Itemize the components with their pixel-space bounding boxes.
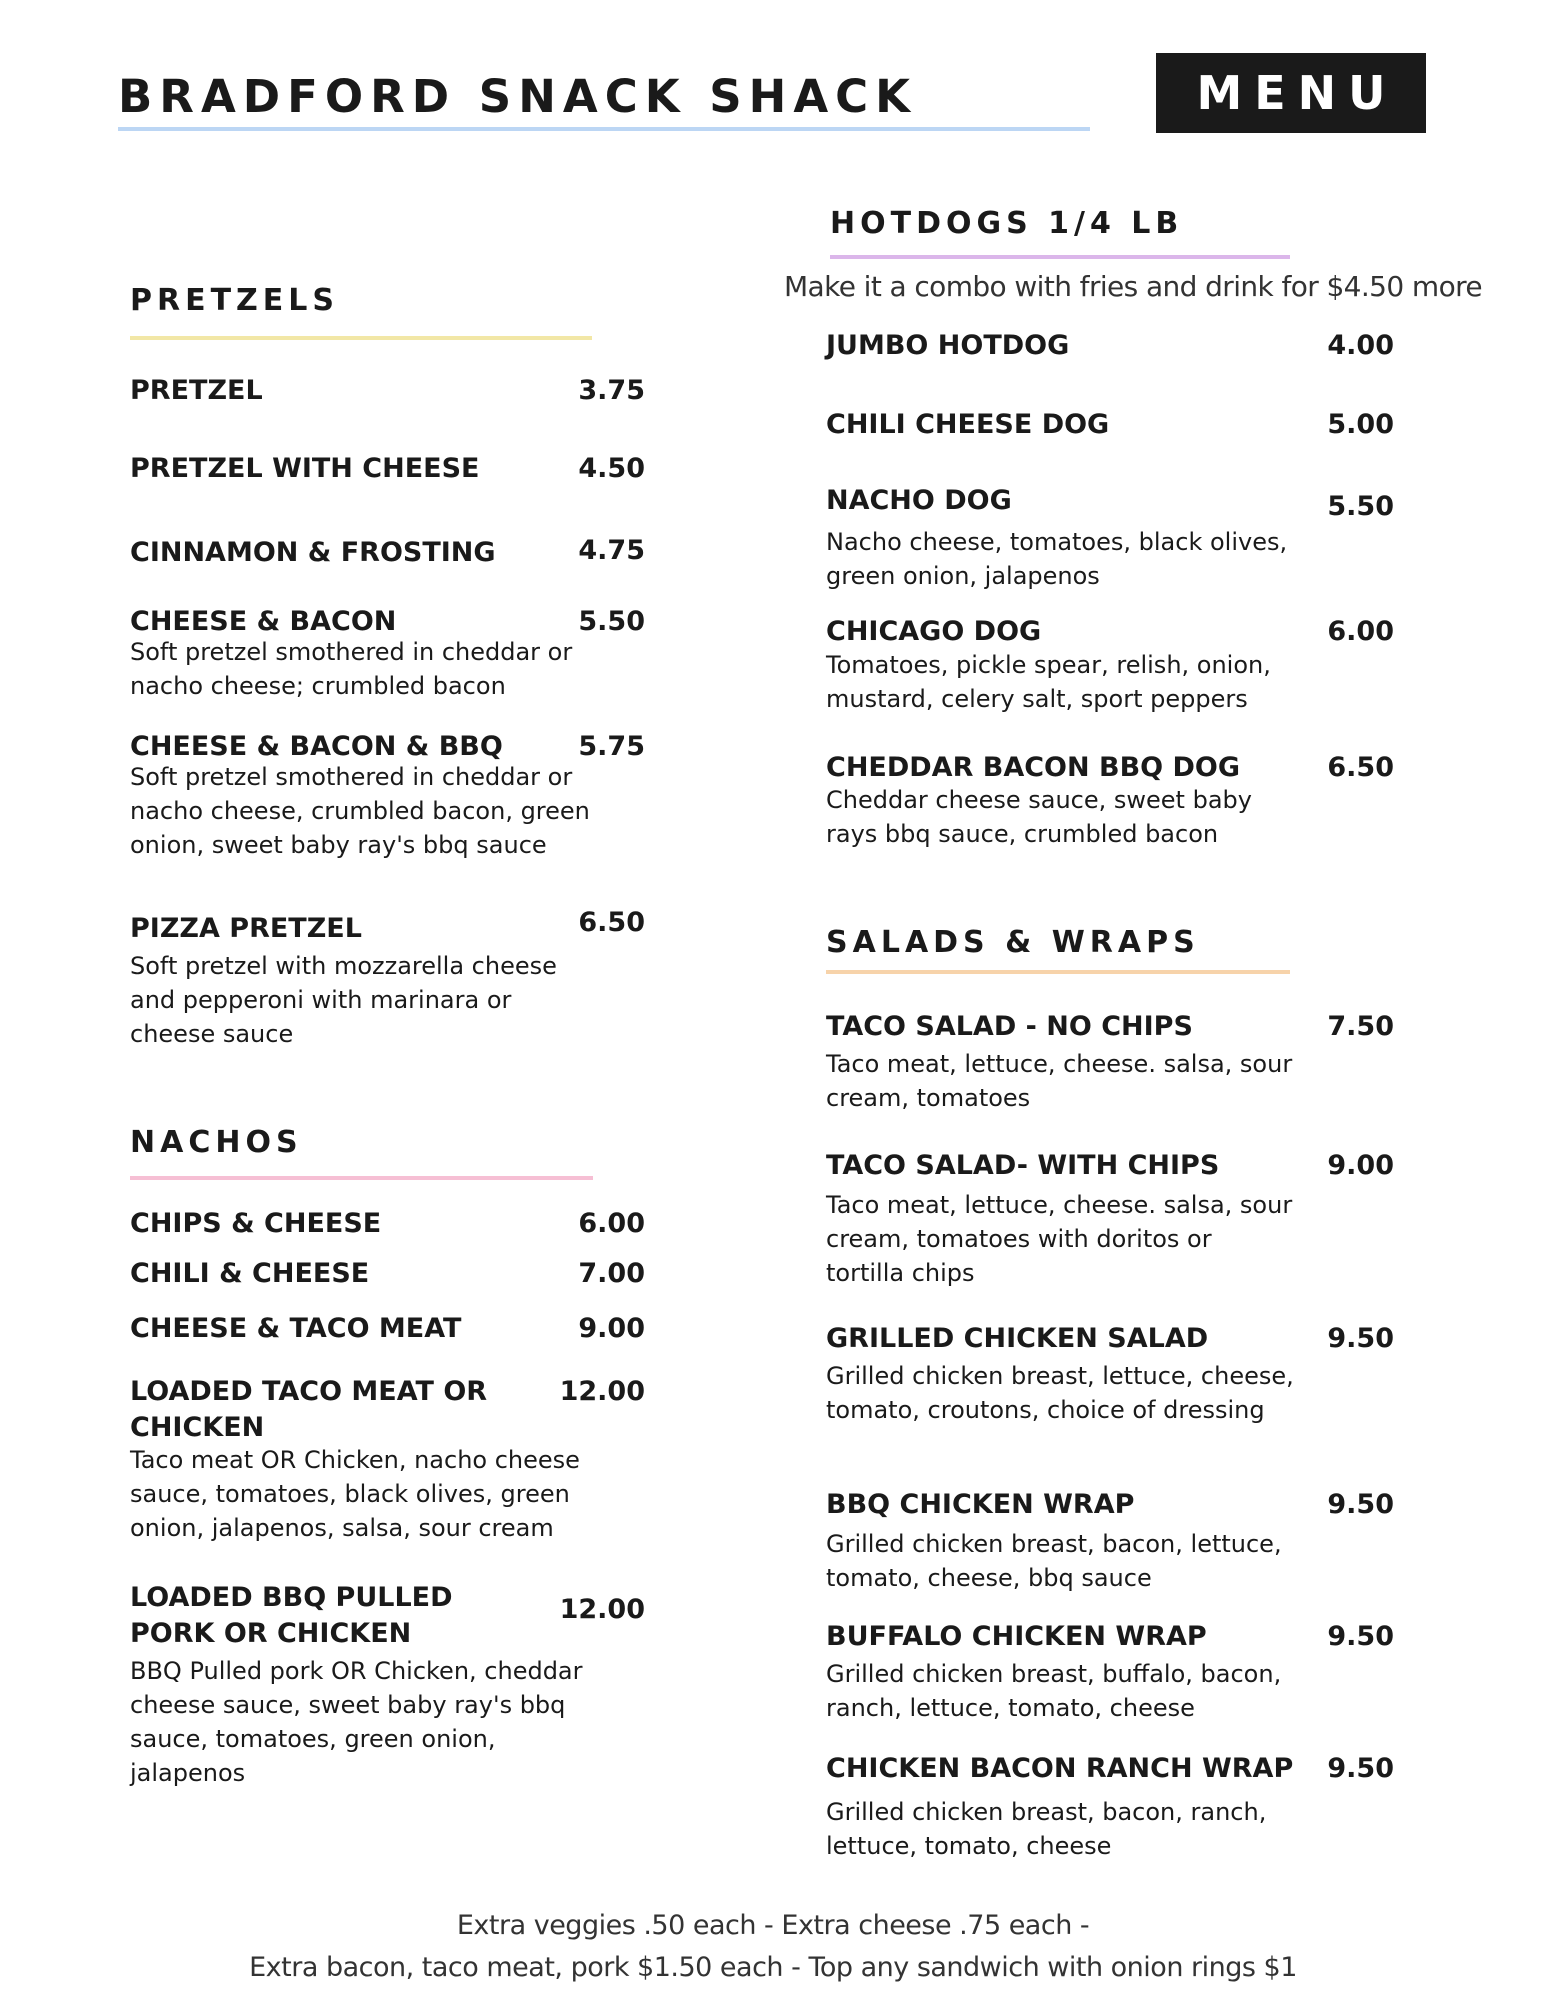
hotdogs-divider xyxy=(830,255,1290,259)
item-price: 5.00 xyxy=(1327,409,1394,440)
item-description: Nacho cheese, tomatoes, black olives, green onion, jalapenos xyxy=(826,528,1288,590)
menu-item xyxy=(826,750,1394,851)
item-description: Taco meat, lettuce, cheese. salsa, sour cream, tomatoes xyxy=(826,1050,1293,1112)
item-name: PRETZEL xyxy=(130,375,263,406)
item-price: 4.75 xyxy=(578,535,645,566)
menu-item xyxy=(826,407,1394,443)
item-name: TACO SALAD - NO CHIPS xyxy=(826,1011,1193,1042)
item-price: 4.00 xyxy=(1327,330,1394,361)
combo-note: Make it a combo with fries and drink for $4.50 more xyxy=(784,270,1483,303)
item-description: Tomatoes, pickle spear, relish, onion, mustard, celery salt, sport peppers xyxy=(826,651,1271,713)
item-name: TACO SALAD- WITH CHIPS xyxy=(826,1150,1220,1181)
page-title: BRADFORD SNACK SHACK xyxy=(118,70,918,123)
menu-item xyxy=(130,1374,645,1545)
item-name: LOADED BBQ PULLED PORK OR CHICKEN xyxy=(130,1582,453,1649)
menu-item xyxy=(826,1009,1394,1115)
item-price: 6.50 xyxy=(1327,752,1394,783)
menu-item xyxy=(130,907,645,1051)
item-description: Grilled chicken breast, buffalo, bacon, ranch, lettuce, tomato, cheese xyxy=(826,1660,1282,1722)
item-name: NACHO DOG xyxy=(826,485,1012,516)
footer-extras-line-1: Extra veggies .50 each - Extra cheese .75 each - xyxy=(456,1910,1090,1941)
salads-divider xyxy=(826,970,1290,974)
item-name: PRETZEL WITH CHEESE xyxy=(130,453,480,484)
item-price: 9.50 xyxy=(1327,1323,1394,1354)
item-name: CHEDDAR BACON BBQ DOG xyxy=(826,752,1241,783)
item-description: Taco meat, lettuce, cheese. salsa, sour cream, tomatoes with doritos or tortilla chips xyxy=(826,1191,1293,1287)
footer-extras-line-2: Extra bacon, taco meat, pork $1.50 each - Top any sandwich with onion rings $1 xyxy=(249,1952,1297,1983)
item-price: 3.75 xyxy=(578,375,645,406)
menu-item xyxy=(130,604,645,703)
item-description: Grilled chicken breast, lettuce, cheese, tomato, croutons, choice of dressing xyxy=(826,1362,1294,1424)
item-name: CHILI CHEESE DOG xyxy=(826,409,1110,440)
menu-item xyxy=(826,483,1394,593)
item-price: 12.00 xyxy=(559,1594,645,1625)
menu-item xyxy=(130,1311,645,1347)
item-price: 4.50 xyxy=(578,453,645,484)
item-name: CHICAGO DOG xyxy=(826,616,1042,647)
menu-item xyxy=(130,373,645,409)
item-price: 9.00 xyxy=(578,1313,645,1344)
item-price: 6.50 xyxy=(578,907,645,938)
item-description: Soft pretzel smothered in cheddar or nacho cheese, crumbled bacon, green onion, sweet baby ray's bbq sauce xyxy=(130,763,590,859)
item-price: 5.50 xyxy=(578,606,645,637)
item-name: GRILLED CHICKEN SALAD xyxy=(826,1323,1209,1354)
item-description: Soft pretzel smothered in cheddar or nacho cheese; crumbled bacon xyxy=(130,638,573,700)
menu-item xyxy=(826,614,1394,716)
section-heading-hotdogs: HOTDOGS 1/4 LB xyxy=(830,206,1184,241)
menu-item xyxy=(130,729,645,862)
item-description: Grilled chicken breast, bacon, ranch, lettuce, tomato, cheese xyxy=(826,1798,1267,1860)
item-price: 7.50 xyxy=(1327,1011,1394,1042)
item-name: CHICKEN BACON RANCH WRAP xyxy=(826,1753,1294,1784)
menu-item xyxy=(826,1751,1394,1863)
item-description: Cheddar cheese sauce, sweet baby rays bbq sauce, crumbled bacon xyxy=(826,786,1252,848)
section-heading-pretzels: PRETZELS xyxy=(130,283,340,318)
item-name: CHEESE & BACON xyxy=(130,606,397,637)
item-price: 6.00 xyxy=(1327,616,1394,647)
item-price: 7.00 xyxy=(578,1258,645,1289)
item-price: 6.00 xyxy=(578,1208,645,1239)
item-description: Grilled chicken breast, bacon, lettuce, tomato, cheese, bbq sauce xyxy=(826,1530,1282,1592)
item-name: CHILI & CHEESE xyxy=(130,1258,370,1289)
title-divider xyxy=(118,127,1090,131)
item-price: 5.75 xyxy=(578,731,645,762)
item-description: Soft pretzel with mozzarella cheese and pepperoni with marinara or cheese sauce xyxy=(130,952,557,1048)
item-price: 9.00 xyxy=(1327,1150,1394,1181)
menu-item xyxy=(826,1487,1394,1595)
menu-item xyxy=(130,1580,645,1790)
item-price: 9.50 xyxy=(1327,1753,1394,1784)
item-name: BUFFALO CHICKEN WRAP xyxy=(826,1621,1207,1652)
menu-item xyxy=(130,535,645,571)
section-heading-salads-wraps: SALADS & WRAPS xyxy=(826,925,1200,960)
menu-item xyxy=(826,1148,1394,1290)
menu-item xyxy=(130,1206,645,1242)
menu-item xyxy=(130,451,645,487)
pretzels-divider xyxy=(130,336,592,340)
section-heading-nachos: NACHOS xyxy=(130,1125,303,1160)
item-description: Taco meat OR Chicken, nacho cheese sauce, tomatoes, black olives, green onion, jalapenos, salsa, sour cream xyxy=(130,1446,580,1542)
item-name: LOADED TACO MEAT OR CHICKEN xyxy=(130,1376,488,1443)
item-price: 9.50 xyxy=(1327,1489,1394,1520)
nachos-divider xyxy=(130,1176,593,1180)
item-price: 12.00 xyxy=(559,1376,645,1407)
item-name: CINNAMON & FROSTING xyxy=(130,537,496,568)
item-name: PIZZA PRETZEL xyxy=(130,913,362,944)
item-name: CHIPS & CHEESE xyxy=(130,1208,382,1239)
item-price: 5.50 xyxy=(1327,491,1394,522)
item-name: JUMBO HOTDOG xyxy=(826,330,1070,361)
item-name: CHEESE & TACO MEAT xyxy=(130,1313,462,1344)
item-name: BBQ CHICKEN WRAP xyxy=(826,1489,1135,1520)
menu-item xyxy=(826,1619,1394,1725)
item-name: CHEESE & BACON & BBQ xyxy=(130,731,503,762)
item-price: 9.50 xyxy=(1327,1621,1394,1652)
menu-item xyxy=(130,1256,645,1292)
menu-item xyxy=(826,328,1394,364)
menu-label: MENU xyxy=(1156,53,1426,133)
menu-item xyxy=(826,1321,1394,1427)
item-description: BBQ Pulled pork OR Chicken, cheddar cheese sauce, sweet baby ray's bbq sauce, tomatoes, green onion, jalapenos xyxy=(130,1657,583,1787)
